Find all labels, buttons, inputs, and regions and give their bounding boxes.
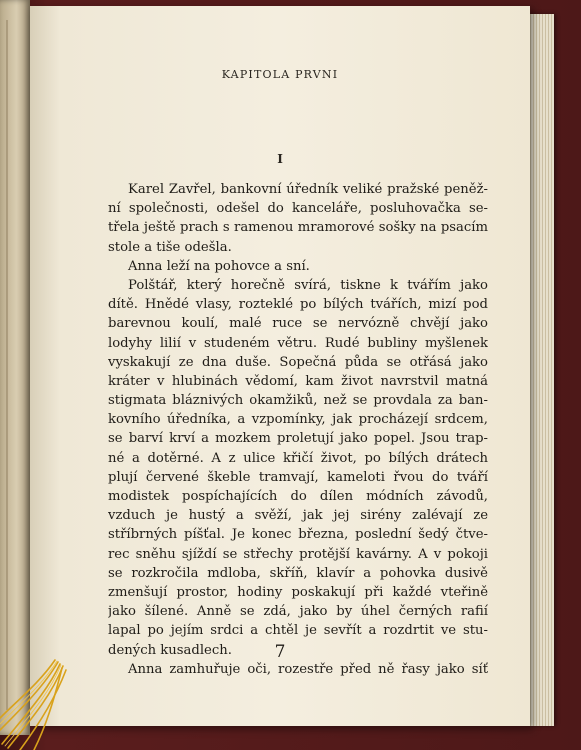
text-line: stole a tiše odešla. — [108, 239, 232, 255]
page-number: 7 — [274, 642, 286, 662]
text-line: Anna leží na pohovce a sní. — [128, 258, 310, 274]
text-line: vyskakují ze dna duše. Sopečná půda se otřásá jako — [108, 354, 488, 370]
text-line: se rozkročila mdloba, skříň, klavír a pohovka dusivě — [108, 565, 488, 581]
bookmark-ribbon-icon — [0, 660, 90, 750]
section-number: I — [277, 152, 283, 166]
text-line: dených kusadlech. — [108, 642, 232, 658]
text-line: dítě. Hnědé vlasy, rozteklé po bílých tvářích, mizí pod — [108, 297, 488, 313]
text-line: lodyhy lilií v studeném větru. Rudé bubliny myšlenek — [108, 335, 488, 351]
text-line: plují červené škeble tramvají, kameloti řvou do tváří — [108, 469, 488, 485]
text-line: stigmata bláznivých okamžiků, než se provdala za ban- — [108, 393, 488, 409]
body-text — [108, 180, 488, 679]
text-line: vzduch je hustý a svěží, jak jej sirény zalévají ze — [108, 508, 488, 524]
text-line: třela ještě prach s ramenou mramorové sošky na psacím — [108, 220, 488, 236]
text-line: Karel Zavřel, bankovní úředník veliké pražské peněž- — [128, 182, 488, 197]
book-page — [30, 6, 530, 726]
text-line: kráter v hlubinách vědomí, kam život navrstvil matná — [108, 373, 488, 389]
text-line: barevnou koulí, malé ruce se nervózně chvějí jako — [108, 316, 488, 332]
text-line: né a dotěrné. A z ulice křičí život, po bílých drátech — [108, 450, 488, 466]
text-line: modistek pospíchajících do dílen módních závodů, — [108, 489, 488, 504]
text-line: rec sněhu sjíždí se střechy protější kavárny. A v pokoji — [108, 546, 488, 562]
text-line: se barví krví a mozkem proletují jako popel. Jsou trap- — [108, 431, 488, 447]
text-line: Polštář, který horečně svírá, tiskne k tvářím jako — [128, 277, 488, 293]
text-line: zmenšují prostor, hodiny poskakují při každé vteřině — [108, 584, 488, 600]
left-page-edge — [0, 0, 30, 735]
text-line: ní společnosti, odešel do kanceláře, posluhovačka se- — [108, 201, 488, 217]
text-line: jako šílené. Anně se zdá, jako by úhel černých rafií — [108, 604, 488, 620]
text-line: kovního úředníka, a vzpomínky, jak procházejí srdcem, — [108, 412, 488, 428]
text-line: lapal po jejím srdci a chtěl je sevřít a rozdrtit ve stu- — [108, 623, 488, 639]
running-head: KAPITOLA PRVNI — [221, 68, 339, 81]
text-line: stříbrných píšťal. Je konec března, poslední šedý čtve- — [108, 527, 488, 543]
text-line: Anna zamhuřuje oči, rozestře před ně řasy jako síť — [128, 661, 488, 677]
page-stack-edges — [528, 14, 554, 726]
